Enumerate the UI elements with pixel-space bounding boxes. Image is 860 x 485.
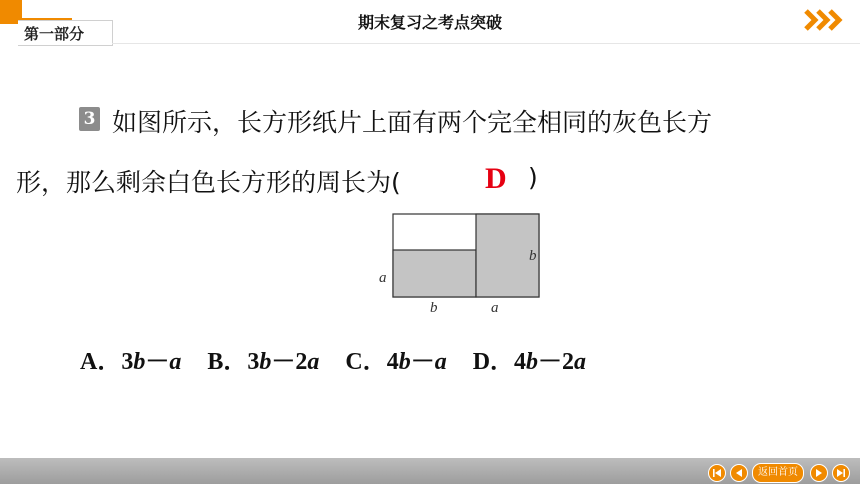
next-page-icon[interactable] [810,464,828,482]
label-b-right: b [529,248,537,264]
question-text-line2: 形，那么剩余白色长方形的周长为( [16,168,401,197]
gray-rectangle-horizontal [393,250,476,297]
option-d: D．4b－2a [472,349,587,375]
rectangle-figure [374,212,544,320]
answer-options [80,341,606,376]
question-number-badge: 3 [79,107,100,131]
last-page-icon[interactable] [832,464,850,482]
option-c: C．4b－a [345,349,447,375]
section-label: 第一部分 [24,25,85,43]
figure-svg [374,212,544,320]
header-bar [0,0,860,46]
header-divider [112,43,860,44]
question-text-line1: 如图所示，长方形纸片上面有两个完全相同的灰色长方 [112,108,713,137]
label-a-left: a [379,270,387,286]
page-title: 期末复习之考点突破 [357,13,502,32]
label-a-bottom: a [491,300,499,316]
home-button[interactable]: 返回首页 [752,463,804,483]
option-b: B．3b－2a [207,349,320,375]
previous-page-icon[interactable] [730,464,748,482]
next-chevrons-icon[interactable] [804,7,844,33]
first-page-icon[interactable] [708,464,726,482]
answer-letter: D [485,162,507,195]
close-paren: ) [528,163,538,192]
label-b-bottom: b [430,300,438,316]
option-a: A．3b－a [80,349,182,375]
